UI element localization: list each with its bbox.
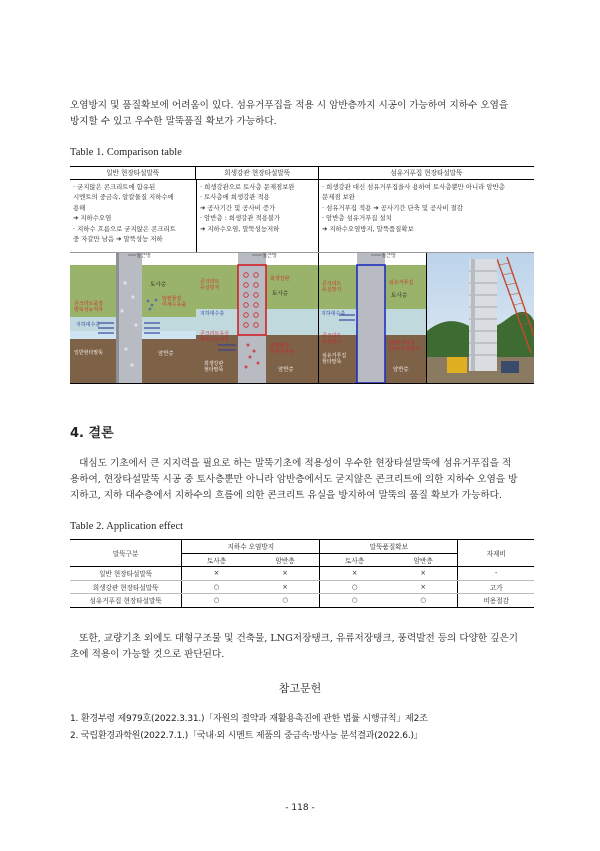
comparison-table	[70, 166, 534, 384]
text-line: · 토사층에 희생강관 적용	[200, 193, 270, 202]
header-sacrificial-pile: 희생강관 현장타설말뚝	[195, 167, 317, 179]
alkali-leak-prevention-label: 알칼물질유출 지하수오염방지	[387, 341, 420, 352]
header-material-cost: 자재비	[458, 540, 534, 567]
row-label: 희생강관 현장타설말뚝	[70, 580, 182, 594]
pile-type-label: 희생강관 현타말뚝	[204, 361, 224, 373]
text-line: · 암반층 : 희생강관 적용불가	[200, 214, 281, 223]
text-line: · 굳지않은 콘크리트에 함유된	[73, 183, 156, 191]
subheader-soil: 토사층	[320, 553, 389, 567]
aquifer-label: 지하대수층	[76, 322, 101, 328]
concrete-loss-prevention-label: 콘크리트 유실방지	[200, 279, 220, 291]
comparison-table-body	[70, 180, 534, 252]
text-line: · 지하수 흐름으로 굳지않은 콘크리트	[73, 224, 176, 233]
cost-cell: 비용절감	[458, 594, 534, 608]
subheader-rock: 암반층	[251, 553, 320, 567]
alkali-leak-label: 알칼물질 미세수유출	[270, 343, 295, 355]
conclusion-line-1: 대심도 기초에서 큰 지지력을 필요로 하는 말뚝기초에 적용성이 우수한 현장타설말뚝에 섬유거푸집을 적	[79, 458, 512, 469]
soil-layer-label: 토사층	[272, 291, 289, 297]
table-cell: ×	[320, 567, 389, 581]
general-pile-illustration	[70, 253, 196, 383]
rock-layer-label: 암반층	[393, 367, 409, 373]
row-label: 섬유거푸집 현장타설말뚝	[89, 597, 162, 606]
header-groundwater-prevention: 지하수 오염방지	[182, 540, 320, 554]
text-line: ➔ 지하수오염방지, 말뚝품질확보	[322, 224, 414, 233]
table-cell: ○	[182, 594, 251, 608]
text-line: 용해	[73, 203, 86, 212]
text-line: · 희생강관 대신 섬유거푸집을사 용하여 토사층뿐만 아니라 암반층	[322, 183, 505, 191]
table-cell: ×	[251, 567, 320, 581]
table-cell: ×	[389, 580, 458, 594]
text-line: ➔ 공사기간 및 공사비 증가	[200, 203, 276, 212]
intro-line-2: 방지할 수 있고 우수한 말뚝품질 확보가 가능하다.	[70, 116, 277, 127]
rock-layer-label: 암반층	[278, 367, 294, 373]
sacrificial-pile-description	[196, 180, 318, 252]
cost-cell: 고가	[458, 580, 534, 594]
soil-layer-label: 토사층	[150, 282, 167, 288]
aquifer-label: 지하대수층	[321, 311, 346, 317]
header-pile-type: 말뚝구분	[70, 540, 182, 567]
section-heading: 4. 결론	[70, 426, 114, 441]
row-label: 일반 현장타설말뚝	[70, 567, 182, 581]
closing-line-1: 또한, 교량기초 외에도 대형구조물 및 건축물, LNG저장탱크, 유류저장탱크, 풍력발전 등의 다양한 깊은기	[79, 633, 519, 644]
sacrificial-pile-illustration	[196, 253, 318, 383]
rebar-cage-label: 철근망	[136, 253, 152, 259]
header-pile-quality: 말뚝품질확보	[320, 540, 458, 554]
cost-cell: -	[458, 567, 534, 581]
alkali-leak-label: 알칼물질 미세수유출	[162, 296, 187, 308]
header-fabric-pile: 섬유거푸집 현장타설말뚝	[318, 167, 534, 179]
table-cell: ○	[182, 580, 251, 594]
subheader-soil: 토사층	[182, 553, 251, 567]
construction-site-photo	[426, 253, 534, 383]
conclusion-line-3: 지하고, 지하 대수층에서 지하수의 흐름에 의한 콘크리트 유실을 방지하여 말뚝의 품질 확보가 가능하다.	[70, 490, 502, 501]
reference-item: 1. 환경부령 제979호(2022.3.31.)「자원의 절약과 재활용촉진에 관한 법률 시행규칙」제2조	[70, 714, 428, 724]
text-line: 중 자갈만 남음 ➔ 말뚝성능 저하	[73, 235, 163, 244]
table-cell: ×	[182, 567, 251, 581]
fabric-pile-illustration	[318, 253, 426, 383]
aquifer-label: 지하대수층	[200, 311, 225, 317]
text-line: 문제점 보완	[322, 193, 355, 202]
concrete-loss-prevention-label: 콘크리트 유실방지	[322, 281, 342, 293]
closing-paragraph	[70, 631, 536, 663]
quality-loss-label: 콘크리트품질 말뚝성능저하	[74, 301, 103, 313]
table-row	[70, 580, 534, 594]
text-line: ➔ 지하수오염, 말뚝성능저하	[200, 224, 280, 233]
rebar-cage-label: 철근망	[381, 253, 397, 259]
sacrificial-casing-label: 희생강관	[270, 276, 290, 282]
soil-layer-label: 토사층	[391, 293, 408, 299]
text-line: · 섬유거푸집 적용 ➔ 공사기간 단축 및 공사비 절감	[322, 203, 463, 212]
header-general-pile: 일반 현장타설말뚝	[106, 169, 160, 177]
application-effect-table	[70, 539, 534, 608]
page-number: - 118 -	[285, 803, 315, 813]
intro-line-1: 오염방지 및 품질확보에 어려움이 있다. 섬유거푸집을 적용 시 암반층까지 시공이 가능하여 지하수 오염을	[70, 100, 509, 111]
table-cell: ○	[320, 594, 389, 608]
table-cell: ×	[389, 567, 458, 581]
table1-caption: Table 1. Comparison table	[70, 147, 183, 158]
concrete-loss-label: 콘크리트유실 말뚝성능저하	[200, 331, 229, 343]
text-line: · 암반층 섬유거푸집 설치	[322, 214, 392, 223]
table-cell: ○	[420, 596, 427, 605]
conclusion-line-2: 용하여, 현장타설말뚝 시공 중 토사층뿐만 아니라 암반층에서도 굳지않은 콘크리트에 의한 지하수 오염을 방	[70, 474, 518, 485]
table-cell: ×	[251, 580, 320, 594]
table-row	[70, 567, 534, 581]
rebar-cage-label: 철근망	[262, 253, 278, 259]
subheader-rock: 암반층	[389, 553, 458, 567]
table-cell: ○	[320, 580, 389, 594]
pile-type-label: 일반현타말뚝	[74, 350, 103, 356]
rock-layer-label: 암반층	[158, 351, 174, 357]
fabric-pile-description	[318, 180, 534, 252]
comparison-table-illustrations	[70, 252, 534, 383]
text-line: 시멘트의 중금속, 알칼물질 지하수에	[73, 193, 174, 202]
table2-header-row	[70, 540, 534, 554]
reference-item: 2. 국립환경과학원(2022.7.1.)「국내·외 시멘트 제품의 중금속·방사능 분석결과(2022.6.)」	[70, 731, 423, 741]
intro-paragraph	[70, 98, 536, 130]
conclusion-paragraph	[70, 456, 536, 504]
concrete-loss-prevention-label-2: 콘크리트 유실방지	[322, 333, 342, 345]
references-title: 참고문헌	[278, 682, 322, 695]
text-line: ➔ 지하수오염	[73, 214, 112, 223]
text-line: · 희생강관으로 토사층 문제점보완	[200, 183, 295, 191]
closing-line-2: 초에 적용이 가능할 것으로 판단된다.	[70, 649, 225, 660]
pile-type-label: 섬유거푸집 현타말뚝	[322, 353, 347, 365]
comparison-table-header	[70, 167, 534, 180]
fabric-formwork-label: 섬유거푸집	[389, 280, 414, 286]
table-row	[70, 594, 534, 608]
table-cell: ○	[282, 596, 288, 605]
table2-caption: Table 2. Application effect	[70, 521, 184, 532]
general-pile-description	[70, 180, 196, 252]
